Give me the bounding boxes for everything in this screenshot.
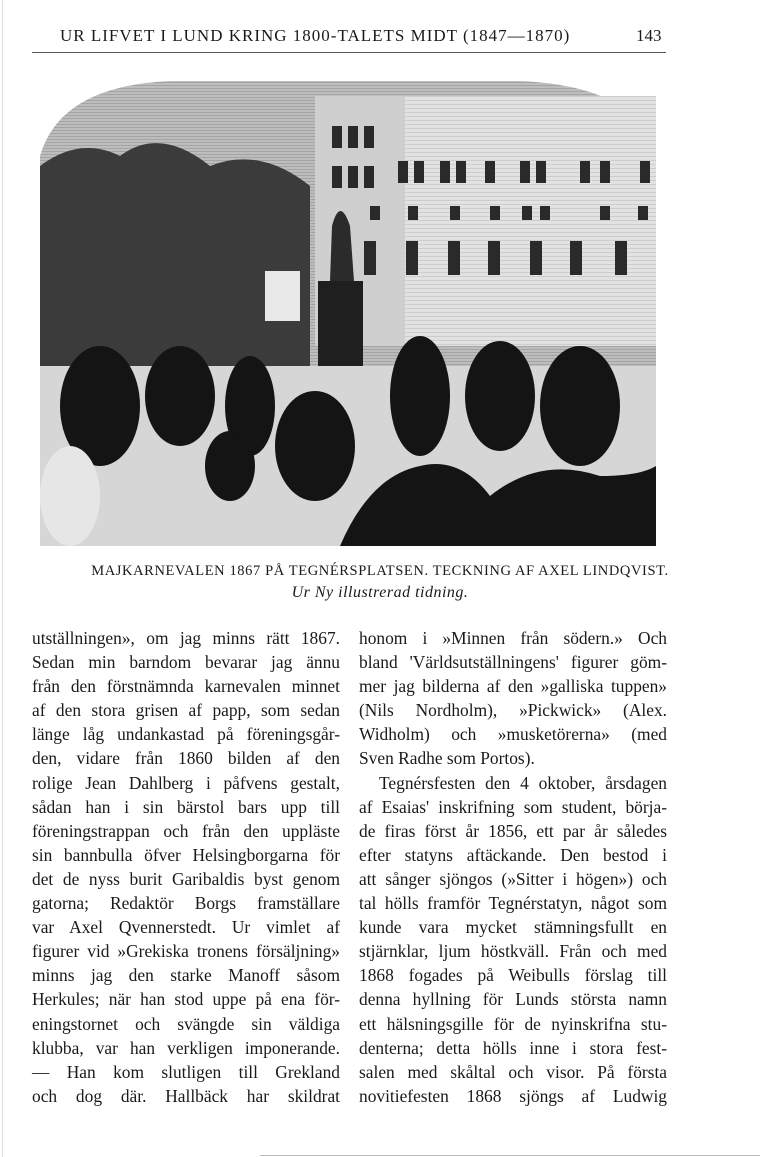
text-line: mer jag bilderna af den »galliska tuppen» <box>359 676 667 697</box>
left-text-column <box>32 626 340 1108</box>
text-line: honom i »Minnen från södern.» Och <box>359 628 667 648</box>
text-line: figurer vid »Grekiska tronens försäljning» <box>32 941 340 962</box>
right-text-column <box>359 626 667 1108</box>
text-line: af den stora grisen af papp, som sedan <box>32 700 340 721</box>
text-line: sin bannbulla öfver Helsingborgarna för <box>32 844 340 865</box>
text-line: Herkules; när han stod uppe på ena för- <box>32 989 340 1010</box>
text-line: föreningstrappan och från den uppläste <box>32 820 340 841</box>
text-line: denna hyllning för Lunds största namn <box>359 989 667 1010</box>
text-line: stjärnklar, ljum höstkväll. Från och med <box>359 941 667 962</box>
text-line: länge låg undankastad på föreningsgår- <box>32 724 340 745</box>
text-line: gatorna; Redaktör Borgs framställare <box>32 893 340 914</box>
text-line: Sven Radhe som Portos). <box>359 748 535 769</box>
page-number: 143 <box>636 26 662 45</box>
text-line: (Nils Nordholm), »Pickwick» (Alex. <box>359 700 667 721</box>
text-line: rolige Jean Dahlberg i påfvens gestalt, <box>32 772 340 793</box>
engraving-illustration <box>40 76 656 546</box>
header-rule <box>32 52 666 53</box>
text-line: utställningen», om jag minns rätt 1867. <box>32 628 340 648</box>
text-line: Widholm) och »musketörerna» (med <box>359 724 667 745</box>
text-line: Tegnérsfesten den 4 oktober, årsdagen <box>379 772 667 793</box>
text-line: denterna; detta hölls inne i stora fest- <box>359 1037 667 1058</box>
text-line: de firas först år 1856, ett par år således <box>359 820 667 841</box>
text-line: det de nyss burit Garibaldis byst genom <box>32 868 340 889</box>
text-line: klubba, var han verkligen imponerande. <box>32 1037 340 1058</box>
text-line: af Esaias' inskrifning som student, börja- <box>359 796 667 817</box>
text-line: kunde vara mycket stämningsfullt en <box>359 917 667 938</box>
illustration-caption: MAJKARNEVALEN 1867 PÅ TEGNÉRSPLATSEN. TECKNING AF AXEL LINDQVIST. <box>91 563 669 579</box>
text-line: från den förstnämnda karnevalen minnet <box>32 676 340 697</box>
text-line: — Han kom slutligen till Grekland <box>32 1061 340 1082</box>
text-line: eningstornet och svängde sin väldiga <box>32 1013 340 1034</box>
text-line: Sedan min barndom bevarar jag ännu <box>32 652 340 673</box>
text-line: ett hälsningsgille för de nyinskrifna stu- <box>359 1013 667 1034</box>
text-line: att sånger sjöngos (»Sitter i högen») och <box>359 868 667 889</box>
text-line: efter statyns aftäckande. Den bestod i <box>359 844 667 865</box>
text-line: och dog där. Hallbäck har skildrat <box>32 1085 340 1106</box>
text-line: den, vidare från 1860 bilden af den <box>32 748 340 769</box>
text-line: minns jag den starke Manoff såsom <box>32 965 340 986</box>
text-line: var Axel Qvennerstedt. Ur vimlet af <box>32 917 340 938</box>
text-line: novitiefesten 1868 sjöngs af Ludwig <box>359 1085 667 1106</box>
scan-bottom-edge <box>260 1155 760 1156</box>
text-line: salen med skåltal och visor. På första <box>359 1061 667 1082</box>
text-line: 1868 fogades på Weibulls förslag till <box>359 965 667 986</box>
text-line: tal hölls framför Tegnérstatyn, något som <box>359 893 667 914</box>
trees <box>40 143 310 366</box>
text-line: sådan han i sin bärstol bars upp till <box>32 796 340 817</box>
text-line: bland 'Världsutställningens' figurer göm- <box>359 652 667 673</box>
running-title: UR LIFVET I LUND KRING 1800-TALETS MIDT (1847—1870) <box>60 26 571 45</box>
illustration-source: Ur Ny illustrerad tidning. <box>291 584 469 601</box>
